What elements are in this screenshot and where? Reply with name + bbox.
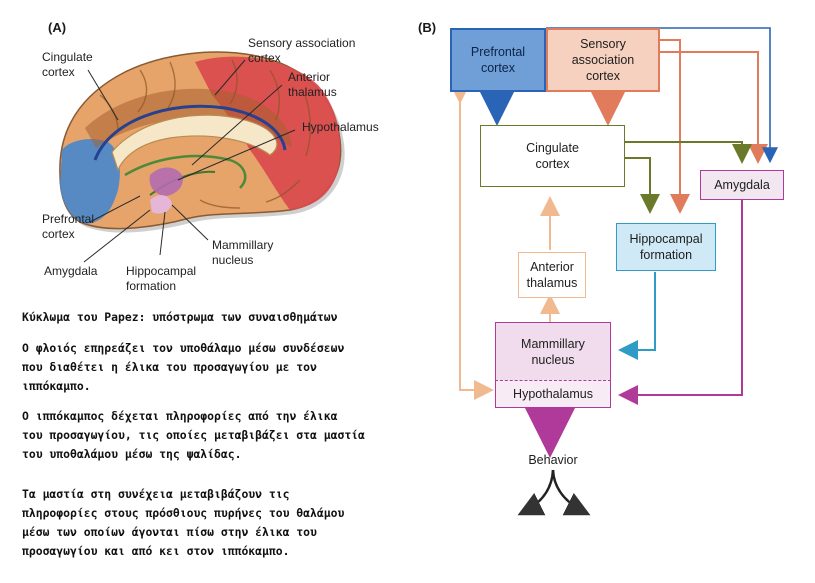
panel-b-label: (B) <box>418 20 437 35</box>
label-prefrontal-cortex: Prefrontal cortex <box>42 212 95 241</box>
arrow-hippocampal-to-mammillary <box>622 272 655 350</box>
box-mammillary-nucleus: Mammillary nucleus <box>495 322 611 380</box>
label-hippocampal-formation: Hippocampal formation <box>126 264 197 293</box>
label-cingulate-cortex: Cingulate cortex <box>42 50 93 79</box>
box-prefrontal-cortex: Prefrontal cortex <box>450 28 546 92</box>
behavior-fork-right <box>553 470 586 513</box>
box-amygdala: Amygdala <box>700 170 784 200</box>
box-sensory-association-cortex: Sensory association cortex <box>546 28 660 92</box>
arrow-sensory-to-hippocampal <box>660 40 680 210</box>
label-amygdala: Amygdala <box>44 264 98 278</box>
label-hypothalamus: Hypothalamus <box>302 120 379 134</box>
label-anterior-thalamus: Anterior thalamus <box>288 70 337 99</box>
arrow-sensory-to-amygdala <box>660 52 758 160</box>
label-sensory-association-cortex: Sensory association cortex <box>248 36 356 65</box>
text-title: Κύκλωμα του Papez: υπόστρωμα των συναισθημάτων <box>22 310 338 324</box>
label-mammillary-nucleus: Mammillary nucleus <box>212 238 274 267</box>
label-behavior: Behavior <box>528 453 578 467</box>
box-cingulate-cortex: Cingulate cortex <box>480 125 625 187</box>
panel-a-label: (A) <box>48 20 67 35</box>
behavior-fork-left <box>522 470 553 513</box>
box-anterior-thalamus: Anterior thalamus <box>518 252 586 298</box>
text-paragraph-1: Ο φλοιός επηρεάζει τον υποθάλαμο μέσω συνδέσεων που διαθέτει η έλικα του προσαγωγίου με τον ιππόκαμπο. <box>22 341 345 393</box>
box-hypothalamus: Hypothalamus <box>495 380 611 408</box>
arrow-cingulate-to-hippocampal <box>625 158 650 210</box>
box-hippocampal-formation: Hippocampal formation <box>616 223 716 271</box>
text-paragraph-3: Τα μαστία στη συνέχεια μεταβιβάζουν τις πληροφορίες στους πρόσθιους πυρήνες του θαλάμου μέσω των οποίων άγονται πίσω στην έλικα του προσαγωγίου και από κει στον ιππόκαμπο. <box>22 487 345 558</box>
text-paragraph-2: Ο ιππόκαμπος δέχεται πληροφορίες από την έλικα του προσαγωγίου, τις οποίες μεταβιβάζει στα μαστία του υποθαλάμου μέσω της ψαλίδας. <box>22 409 365 461</box>
